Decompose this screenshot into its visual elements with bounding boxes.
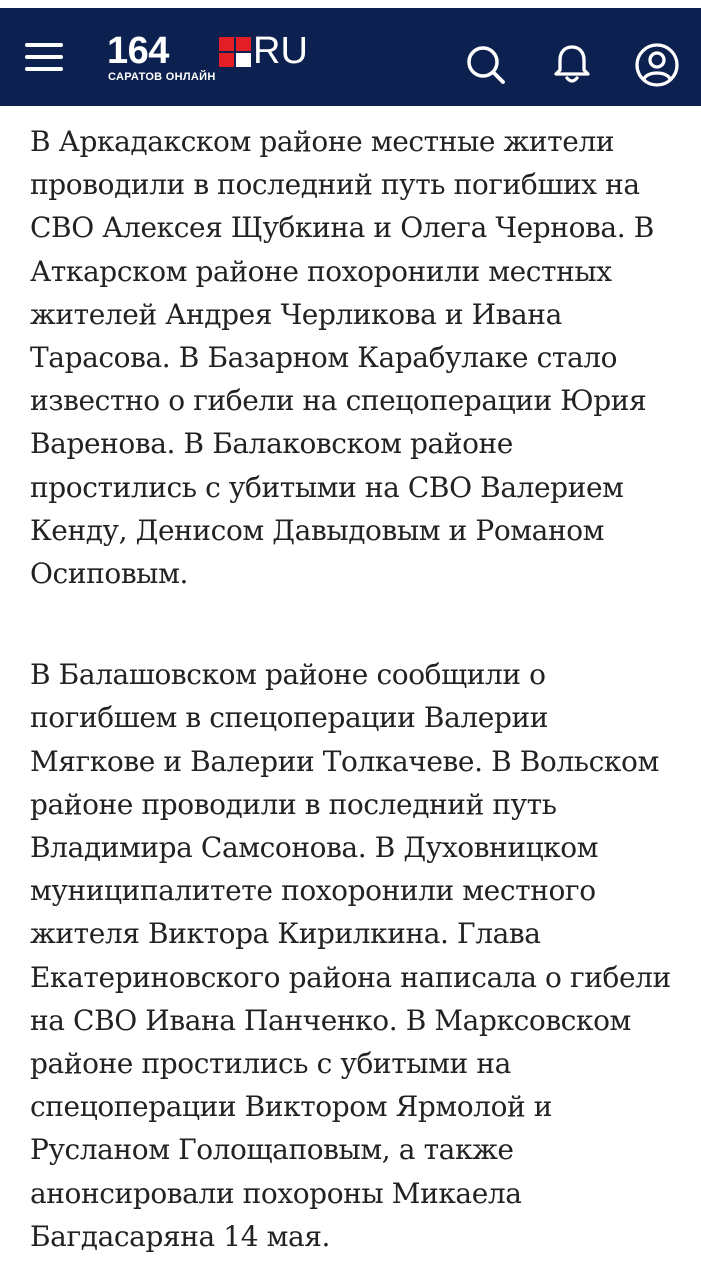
menu-icon-bar (25, 43, 63, 47)
user-icon[interactable] (634, 42, 678, 86)
search-icon[interactable] (463, 42, 507, 86)
bell-icon[interactable] (550, 42, 594, 86)
site-logo[interactable] (107, 31, 317, 87)
article-paragraph: В Балашовском районе сообщили о погибшем в спецоперации Валерии Мягкове и Валерии Толкачеве. В Вольском районе проводили в последний путь Владимира Самсонова. В Духовницком муниципалитете похоронили местного жителя Виктора Кирилкина. Глава Екатериновского района написала о гибели на СВО Ивана Панченко. В Марксовском районе простились с убитыми на спецоперации Виктором Ярмолой и Русланом Голощаповым, а также анонсировали похороны Микаела Багдасаряна 14 мая. (30, 658, 671, 1253)
top-strip (0, 0, 701, 8)
article-body (30, 120, 680, 1258)
logo-squares-icon (219, 37, 251, 67)
menu-icon-bar (25, 67, 63, 71)
site-header (0, 8, 701, 106)
menu-icon-bar (25, 55, 63, 59)
logo-number: 164 (107, 30, 169, 72)
logo-subtitle: САРАТОВ ОНЛАЙН (108, 71, 216, 83)
article-paragraph: В Аркадакском районе местные жители проводили в последний путь погибших на СВО Алексея Щубкина и Олега Чернова. В Аткарском районе похоронили местных жителей Андрея Черликова и Ивана Тарасова. В Базарном Карабулаке стало известно о гибели на спецоперации Юрия Варенова. В Балаковском районе простились с убитыми на СВО Валерием Кенду, Денисом Давыдовым и Романом Осиповым. (30, 125, 654, 591)
logo-domain: RU (253, 30, 308, 72)
menu-icon[interactable] (25, 43, 63, 73)
